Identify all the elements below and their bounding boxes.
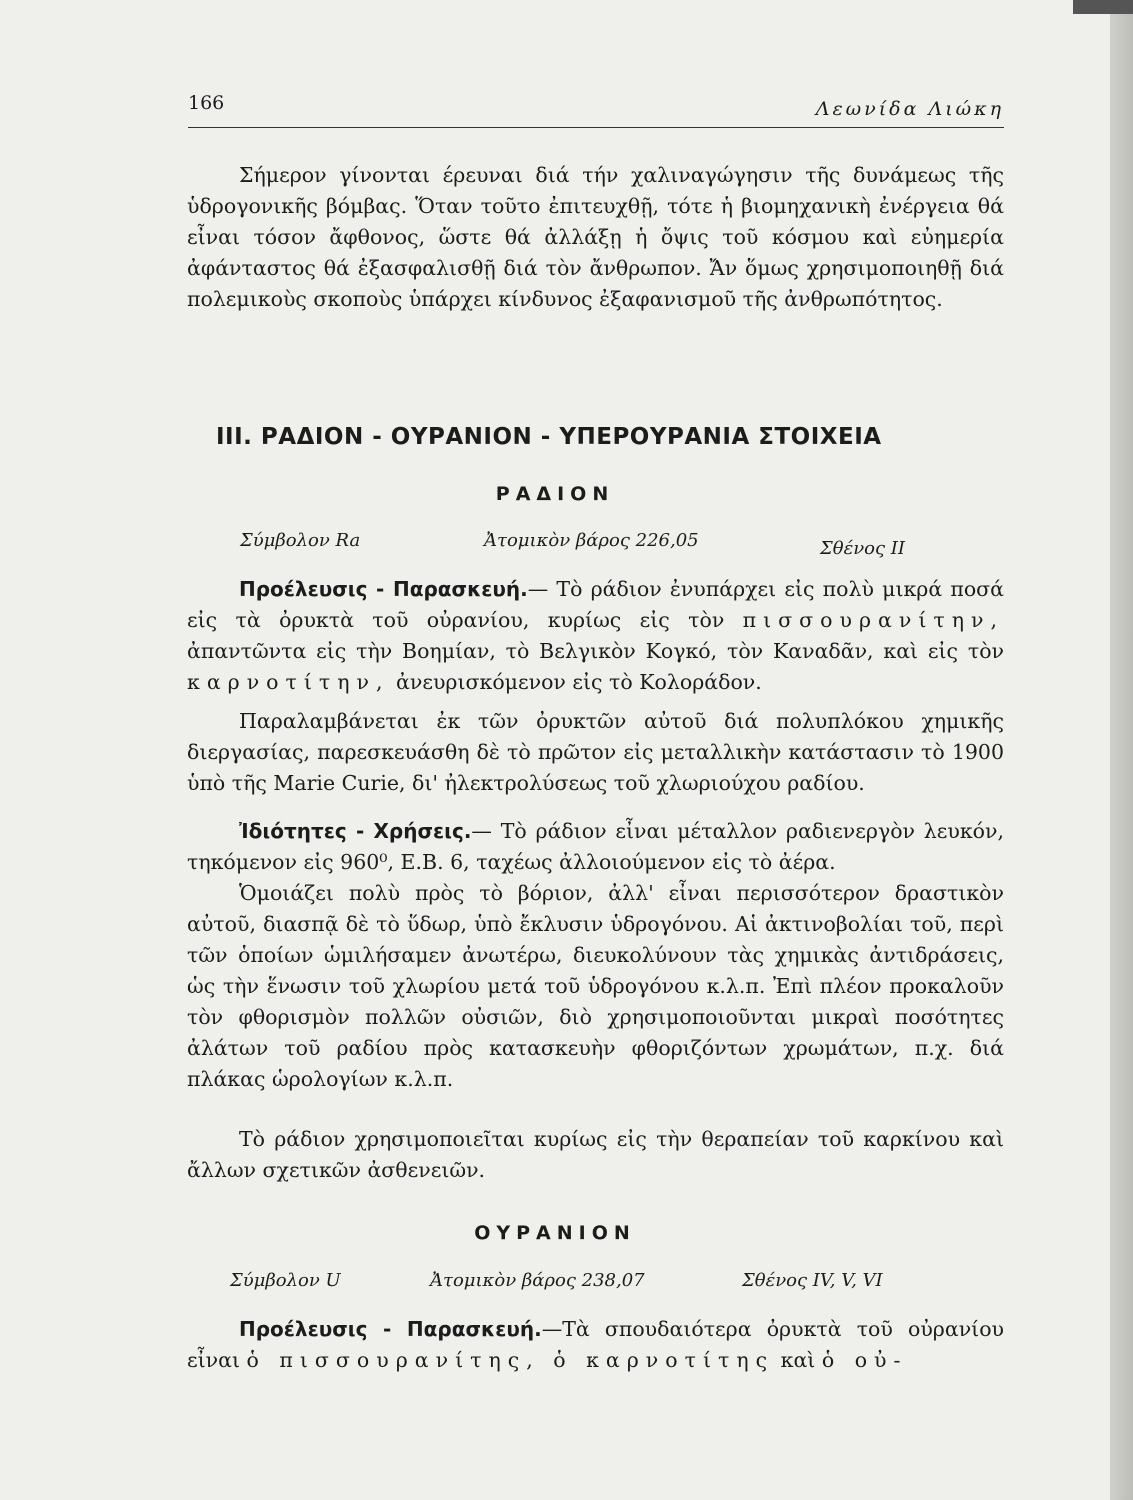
uranium-origin-text-a: —Τὰ σπουδαιότερα ὀρυκτὰ τοῦ οὐρανίου εἶναι [187,1317,1004,1372]
uranium-origin-text-d: ὁ οὐ- [821,1348,908,1372]
uranium-origin-paragraph [187,1314,1004,1376]
uranium-atomic-weight: Ἀτομικὸν βάρος 238,07 [430,1270,645,1291]
radium-origin-text-e: ἀνευρισκόμενον εἰς τὸ Κολοράδον. [396,670,762,694]
uranium-symbol: Σύμβολον U [230,1270,341,1291]
radium-properties-paragraph [187,816,1004,878]
uranium-valence: Σθένος IV, V, VI [742,1270,883,1291]
page-header [188,92,1004,126]
uranium-origin-text-c: καὶ [780,1348,816,1372]
header-rule [188,127,1004,128]
radium-preparation-paragraph: Παραλαμβάνεται ἐκ τῶν ὀρυκτῶν αὐτοῦ διά πολυπλόκου χημικῆς διεργασίας, παρεσκευάσθη δὲ τὸ πρῶτον εἰς μεταλλικὴν κατάστασιν τὸ 1900 ὑπὸ τῆς Marie Curie, δι' ἠλεκτρολύσεως τοῦ χλωριούχου ραδίου. [187,709,1004,795]
radium-origin-text-a: — Τὸ ράδιον ἐνυπάρχει εἰς πολὺ μικρά ποσά εἰς τὰ ὀρυκτὰ τοῦ οὐρανίου, κυρίως εἰς τὸν [187,577,1004,632]
uranium-title: ΟΥΡΑΝΙΟΝ [474,1222,636,1244]
radium-comparison-paragraph: Ὁμοιάζει πολὺ πρὸς τὸ βόριον, ἀλλ' εἶναι περισσότερον δραστικὸν αὐτοῦ, διασπᾷ δὲ τὸ ὕδωρ, ὑπὸ ἔκλυσιν ὑδρογόνου. Αἱ ἀκτινοβολίαι τοῦ, περὶ τῶν ὁποίων ὡμιλήσαμεν ἀνωτέρω, διευκολύνουν τὰς χημικὰς ἀντιδράσεις, ὡς τὴν ἕνωσιν τοῦ χλωρίου μετά τοῦ ὑδρογόνου κ.λ.π. Ἐπὶ πλέον προκαλοῦν τὸν φθορισμὸν πολλῶν οὐσιῶν, διὸ χρησιμοποιοῦνται μικραὶ ποσότητες ἀλάτων τοῦ ραδίου πρὸς κατασκευὴν φθοριζόντων χρωμάτων, π.χ. διά πλάκας ὡρολογίων κ.λ.π. [187,881,1004,1091]
intro-paragraph: Σήμερον γίνονται έρευναι διά τήν χαλιναγώγησιν τῆς δυνάμεως τῆς ὑδρογονικῆς βόμβας. Ὅταν τοῦτο ἐπιτευχθῇ, τότε ἡ βιομηχανικὴ ἐνέργεια θά εἶναι τόσον ἄφθονος, ὥστε θά ἀλλάξῃ ἡ ὄψις τοῦ κόσμου καὶ εὐημερία ἀφάνταστος θά ἐξασφαλισθῇ διά τὸν ἄνθρωπον. Ἄν ὅμως χρησιμοποιηθῇ διά πολεμικοὺς σκοποὺς ὑπάρχει κίνδυνος ἐξαφανισμοῦ τῆς ἀνθρωπότητος. [187,163,1004,311]
uranium-origin-heading: Προέλευσις - Παρασκευή. [239,1317,542,1341]
radium-atomic-weight: Ἀτομικὸν βάρος 226,05 [484,530,699,551]
radium-mineral-carnotite: καρνοτίτην, [187,670,390,694]
radium-uses-paragraph: Τὸ ράδιον χρησιμοποιεῖται κυρίως εἰς τὴν θεραπείαν τοῦ καρκίνου καὶ ἄλλων σχετικῶν ἀσθενειῶν. [187,1127,1004,1182]
radium-mineral-pitchblende: πισσουρανίτην, [742,608,1004,632]
running-head: Λεωνίδα Λιώκη [815,98,1004,120]
radium-origin-heading: Προέλευσις - Παρασκευή. [239,577,528,601]
page-number: 166 [188,92,225,114]
radium-origin-paragraph [187,574,1004,698]
radium-symbol: Σύμβολον Ra [240,530,361,551]
scan-corner-mark [1073,0,1133,14]
radium-title: ΡΑΔΙΟΝ [495,483,615,505]
radium-properties-text: — Τὸ ράδιον εἶναι μέταλλον ραδιενεργὸν λευκόν, τηκόμενον εἰς 960⁰, Ε.Β. 6, ταχέως ἀλλοιούμενον εἰς τὸ ἀέρα. [187,819,1005,874]
page-edge-shadow [1110,0,1133,1500]
radium-valence: Σθένος II [820,538,906,559]
uranium-minerals: ὁ πισσουρανίτης, ὁ καρνοτίτης [246,1348,775,1372]
radium-properties-heading: Ἰδιότητες - Χρήσεις. [239,819,472,843]
radium-origin-text-c: ἀπαντῶντα εἰς τὴν Βοημίαν, τὸ Βελγικὸν Κογκό, τὸν Καναδᾶν, καὶ εἰς τὸν [187,639,1004,663]
section-title: III. ΡΑΔΙΟΝ - ΟΥΡΑΝΙΟΝ - ΥΠΕΡΟΥΡΑΝΙΑ ΣΤΟΙΧΕΙΑ [216,424,882,450]
